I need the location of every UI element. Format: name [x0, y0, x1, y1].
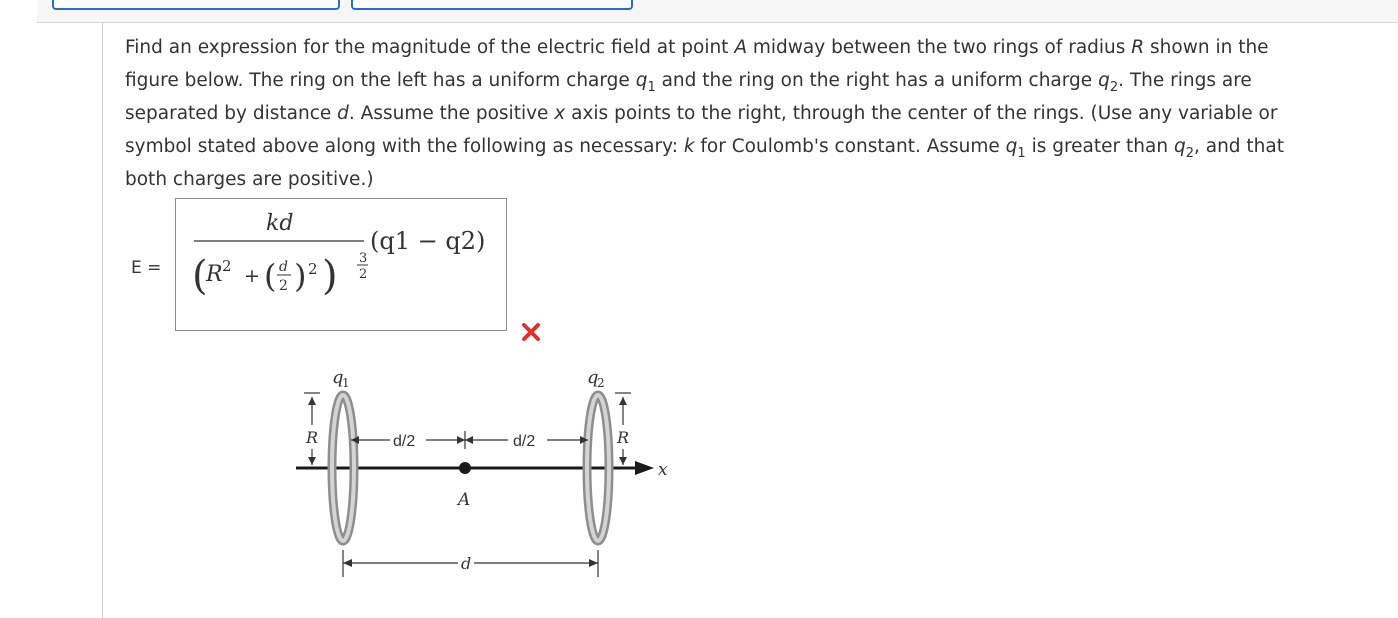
q-text: midway between the two rings of radius [746, 37, 1132, 58]
q1-subscript: 1 [342, 376, 350, 390]
outer-paren-right: ) [322, 253, 338, 299]
answer-label: E = [131, 258, 162, 278]
d-denominator: 2 [279, 278, 288, 294]
x-axis-arrowhead [635, 461, 654, 475]
x-axis-label: x [658, 460, 668, 480]
q-var-a: A [734, 37, 747, 58]
q-text: , and that [1193, 136, 1284, 157]
content-left-rule [102, 22, 103, 618]
q-var-q: q [1005, 136, 1018, 157]
q2-label: q [587, 367, 599, 388]
plus-sign: + [244, 265, 260, 287]
question-text [125, 31, 1375, 196]
q-text: is greater than [1025, 136, 1174, 157]
right-r-label: R [617, 428, 630, 447]
q-text: Find an expression for the magnitude of the electric field at point [125, 37, 735, 58]
q-var-q: q [635, 70, 648, 91]
d-numerator: d [279, 259, 288, 275]
answer-input[interactable] [175, 198, 507, 331]
q-var-d: d [337, 103, 349, 124]
toolbar-button-left[interactable] [52, 0, 340, 10]
inner-paren-right: ) [294, 257, 307, 295]
q-sub: 2 [1185, 146, 1194, 161]
outer-paren-left: ( [192, 253, 208, 299]
q2-subscript: 2 [597, 376, 605, 390]
half-left-label: d/2 [393, 433, 416, 450]
top-toolbar-strip [37, 0, 1398, 23]
question-line-2 [125, 64, 1375, 97]
question-line-4 [125, 130, 1375, 163]
q-text: . The rings are [1118, 70, 1252, 91]
q-sub: 2 [1109, 80, 1119, 95]
q-text: . Assume the positive [348, 103, 555, 124]
r-term: R [206, 262, 223, 287]
q-var-r: R [1131, 37, 1145, 58]
answer-expression [176, 199, 506, 330]
q-var-q: q [1098, 70, 1110, 91]
q-text: for Coulomb's constant. Assume [694, 136, 1006, 157]
q-text: figure below. The ring on the left has a uniform charge [125, 70, 636, 91]
point-a-label: A [458, 490, 471, 510]
incorrect-x-icon [520, 321, 542, 343]
q-text: symbol stated above along with the following as necessary: [125, 136, 684, 157]
question-line-3 [125, 97, 1375, 130]
question-line-1 [125, 31, 1375, 64]
point-a-dot [459, 462, 471, 474]
q-text: and the ring on the right has a uniform charge [655, 70, 1099, 91]
q-text: separated by distance [125, 103, 338, 124]
two-rings-figure [280, 355, 700, 580]
left-r-label: R [306, 428, 319, 447]
half-right-label: d/2 [513, 433, 536, 450]
charge-factor: (q1 − q2) [370, 227, 486, 255]
toolbar-button-right[interactable] [351, 0, 633, 10]
q1-label: q [332, 367, 344, 388]
outer-exp-numerator: 3 [359, 251, 368, 266]
d-label: d [461, 554, 472, 573]
q-sub: 1 [647, 80, 656, 95]
q-var-k: k [683, 136, 695, 157]
q-text: axis points to the right, through the center of the rings. (Use any variable or [565, 103, 1278, 124]
r-exponent: 2 [222, 257, 232, 275]
inner-exponent: 2 [308, 260, 318, 278]
outer-exp-denominator: 2 [359, 267, 368, 282]
q-var-x: x [554, 103, 566, 124]
q-sub: 1 [1017, 146, 1026, 161]
numerator: kd [266, 211, 294, 236]
question-line-5: both charges are positive.) [125, 169, 374, 190]
q-var-q: q [1173, 136, 1186, 157]
q-text: shown in the [1144, 37, 1269, 58]
inner-paren-left: ( [264, 257, 277, 295]
